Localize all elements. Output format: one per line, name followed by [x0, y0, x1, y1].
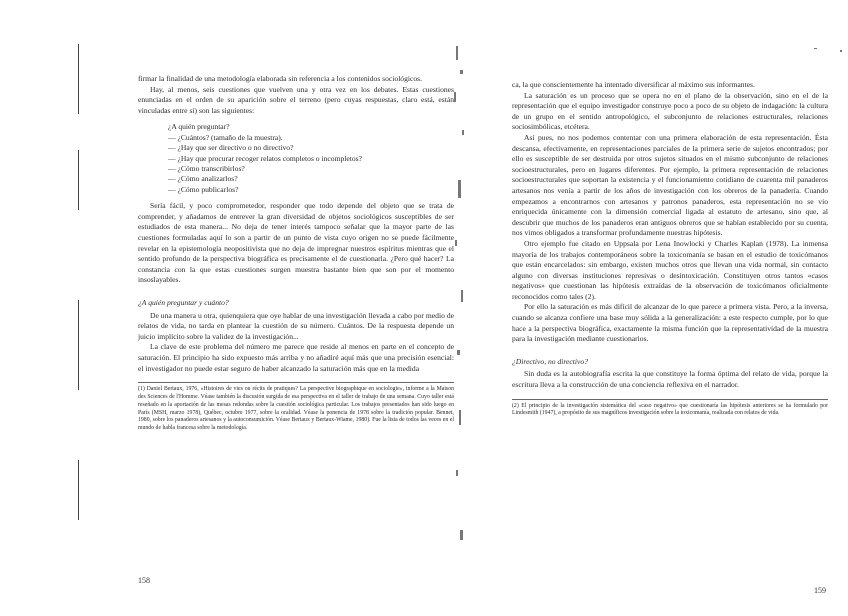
left-text-column — [138, 74, 454, 433]
question-item: — ¿Cuántos? (tamaño de la muestra). — [168, 132, 283, 142]
footnote: (2) El principio de la investigación sistemática del «caso negativo» que cuestionaría las hipótesis anteriores se ha formulado por Lindesmith (1947), a propósito de sus magníficos investigación sobre la toxicomanía, realizada con relatos de vida. — [512, 399, 828, 419]
section-heading: ¿A quién preguntar y cuánto? — [138, 297, 229, 307]
question-item: — ¿Cómo transcribirlos? — [168, 164, 245, 173]
paragraph: firmar la finalidad de una metodología elaborada sin referencia a los contenidos sociológicos. — [138, 74, 423, 83]
question-item: — ¿Cómo publicarlos? — [168, 184, 239, 194]
question-list — [138, 122, 454, 195]
paragraph: Sin duda es la autobiografía escrita la que constituye la forma óptima del relato de vida, porque la escritura lleva a la construcción de una conciencia reflexiva en el narrador. — [512, 369, 828, 390]
right-page — [474, 0, 848, 616]
question-item: — ¿Hay que procurar recoger relatos completos o incompletos? — [168, 153, 362, 163]
paragraph: La saturación es un proceso que se opera no en el plano de la observación, sino en el de la representación que el equipo investigador construye poco a poco de su objeto de indagación: la cultura de un grupo en el sentido antropológico, el subconjunto de relaciones estructurales, relaciones sociosimbólicas, etcétera. — [512, 90, 828, 132]
right-text-column — [512, 80, 828, 418]
question-item: — ¿Hay que ser directivo o no directivo? — [168, 143, 294, 153]
paragraph: Por ello la saturación es más difícil de alcanzar de lo que parece a primera vista. Pero, a la inversa, cuando se alcanza confiere una base muy sólida a la generalización: a este respecto cumple, por lo que hace a la perspectiva biográfica, exactamente la misma función que la representatividad de la muestra para la investigación mediante cuestionarios. — [512, 302, 828, 344]
scan-mark — [814, 48, 817, 49]
paragraph: Hay, al menos, seis cuestiones que vuelven una y otra vez en los debates. Estas cuestiones enunciadas en el orden de su aparición sobre el terreno (pero cuyas respuestas, claro está, están vinculadas entre sí) son las siguientes: — [138, 84, 454, 115]
question-item: — ¿Cómo analizarlos? — [168, 174, 238, 184]
paragraph: La clave de este problema del número me parece que reside al menos en parte en el concepto de saturación. El principio ha sido expuesto más arriba y no añadiré aquí más que una precisión esencial: el investigador no puede estar seguro de haber alcanzado la saturación más que en la medida — [138, 342, 454, 373]
page-number: 159 — [814, 586, 826, 595]
footnote: (1) Daniel Bertaux, 1976, «Histoires de vies ou récits de pratiques? La perspective biographique en sociologie», informe a la Maison des Sciences de l'Homme. Véase también la discusión surgida de esa perspectiva en el taller de trabajo de una semana. Cuyo taller está reseñado en la aportación de las mesas redondas sobre la cuestión sociológica particular. Los trabajos presentados han sido luego en París (MSH, marzo 1978), Québec, octubre 1977, sobre la oralidad. Véase la ponencia de 1978 sobre la tradición popular. Bennet, 1980, sobre los panaderos artesanos y la autoconsumición. Véase Bertaux y Bertaux-Wiame, 1980). Fue la lista de todos las veces en el mundo de habla francesa sobre la metodología. — [138, 382, 454, 433]
left-margin-line — [78, 300, 79, 390]
paragraph: De una manera u otra, quienquiera que oye hablar de una investigación llevada a cabo por medio de relatos de vida, no tarda en plantear la cuestión de su número. Cuántos. De la respuesta depende un juicio implícito sobre la validez de la investigación... — [138, 310, 454, 341]
paragraph: Otro ejemplo fue citado en Uppsala por Lena Inowlocki y Charles Kaplan (1978). La inmensa mayoría de los trabajos contemporáneos sobre la toxicomanía se basan en el estudio de toxicómanos que están encarcelados: sin embargo, existen muchos otros que llevan una vida normal, sin contacto alguno con diversas instituciones represivas o desintoxicación. Constituyen otros tantos «casos negativos» que cuestionan las hipótesis extraídas de la observación de toxicómanos oficialmente reconocidos como tales (2). — [512, 238, 828, 301]
paragraph: ca, la que conscientemente ha intentado diversificar al máximo sus informantes. — [512, 80, 755, 89]
left-margin-line — [78, 44, 79, 114]
left-margin-line — [78, 460, 79, 520]
page-number: 158 — [138, 576, 150, 585]
scan-mark — [840, 50, 842, 52]
paragraph: Sería fácil, y poco comprometedor, responder que todo depende del objeto que se trata de comprender, y añadamos de entrever la gran diversidad de objetos sociológicos susceptibles de ser estudiados de esta manera... No deja de tener interés tampoco señalar que la mayor parte de las cuestiones formuladas aquí lo son a partir de un punto de vista cuyo origen no se puede fácilmente revelar en la epistemología neopositivista que no deja de impregnar nuestros espíritus mientras que el sentido profundo de la perspectiva biográfica es precisamente el de cuestionarla. ¿Pero qué hacer? La constancia con la que estas cuestiones surgen muestra bastante bien que son por el momento insoslayables. — [138, 201, 454, 285]
binding-gutter — [442, 40, 472, 616]
question-item: ¿A quién preguntar? — [168, 122, 230, 132]
paragraph: Así pues, no nos podemos contentar con una primera elaboración de esta representación. Ésta descansa, efectivamente, en representaciones parciales de la primera serie de sujetos encontrados; por ello es susceptible de ser destruida por otros sujetos situados en el mismo subconjunto de relaciones socioestructurales, pero en lugares diferentes. Por ejemplo, la primera representación de relaciones socioestructurales que soportan la existencia y el funcionamiento cotidiano de cuarenta mil panaderos artesanos nos venía a partir de los años de investigación con los obreros de la panadería. Cuando empezamos a encontrarnos con artesanos y patronos panaderos, esta representación no se vio enriquecida únicamente con la dimensión comercial ligada al estatuto de artesano, sino que, al descubrir que muchos de los panaderos eran antiguos obreros que se habían establecido por su cuenta, nos vimos obligados a transformar profundamente nuestras hipótesis. — [512, 132, 828, 238]
section-heading: ¿Directivo, no directivo? — [512, 356, 588, 366]
left-margin-line — [78, 150, 79, 210]
